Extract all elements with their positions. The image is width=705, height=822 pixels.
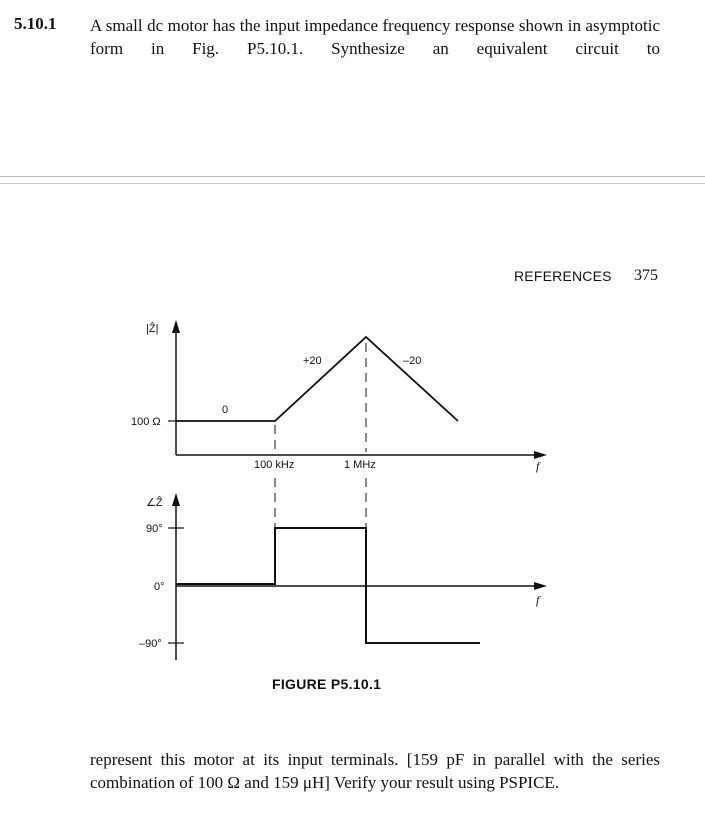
phase-tick-label-minus90: –90° <box>139 638 162 650</box>
x-tick-label-100khz: 100 kHz <box>254 459 295 471</box>
phase-tick-label-90: 90° <box>146 523 163 535</box>
magnitude-plot <box>131 320 547 473</box>
phase-y-axis-arrow <box>172 493 180 506</box>
slope-label-plus20: +20 <box>303 355 322 367</box>
problem-number: 5.10.1 <box>14 14 57 33</box>
slope-label-zero: 0 <box>222 404 229 416</box>
phase-x-axis-arrow <box>534 582 547 590</box>
phase-y-axis-label: ∠Ẑ <box>146 497 163 509</box>
phase-tick-label-0: 0° <box>154 581 165 593</box>
problem-statement: A small dc motor has the input impedance frequency response shown in asymptotic form in Fig. P5.10.1. Synthesize an equivalent circuit to <box>90 16 660 58</box>
figure-caption: FIGURE P5.10.1 <box>272 676 382 692</box>
x-tick-label-1mhz: 1 MHz <box>344 459 376 471</box>
page-number: 375 <box>634 267 658 284</box>
magnitude-y-axis-arrow <box>172 320 180 333</box>
magnitude-x-axis-label: f <box>536 459 540 473</box>
running-head-label: REFERENCES <box>514 268 612 284</box>
phase-x-axis-label: f <box>536 593 540 607</box>
magnitude-y-tick-label: 100 Ω <box>131 416 161 428</box>
slope-label-minus20: –20 <box>403 355 422 367</box>
phase-plot <box>139 493 547 660</box>
magnitude-y-axis-label: |Ẑ| <box>146 323 159 335</box>
problem-statement-continued: represent this motor at its input terminals. [159 pF in parallel with the series combination of 100 Ω and 159 μH] Verify your result using PSPICE. <box>90 750 660 792</box>
magnitude-asymptote <box>176 337 458 421</box>
magnitude-x-axis-arrow <box>534 451 547 459</box>
